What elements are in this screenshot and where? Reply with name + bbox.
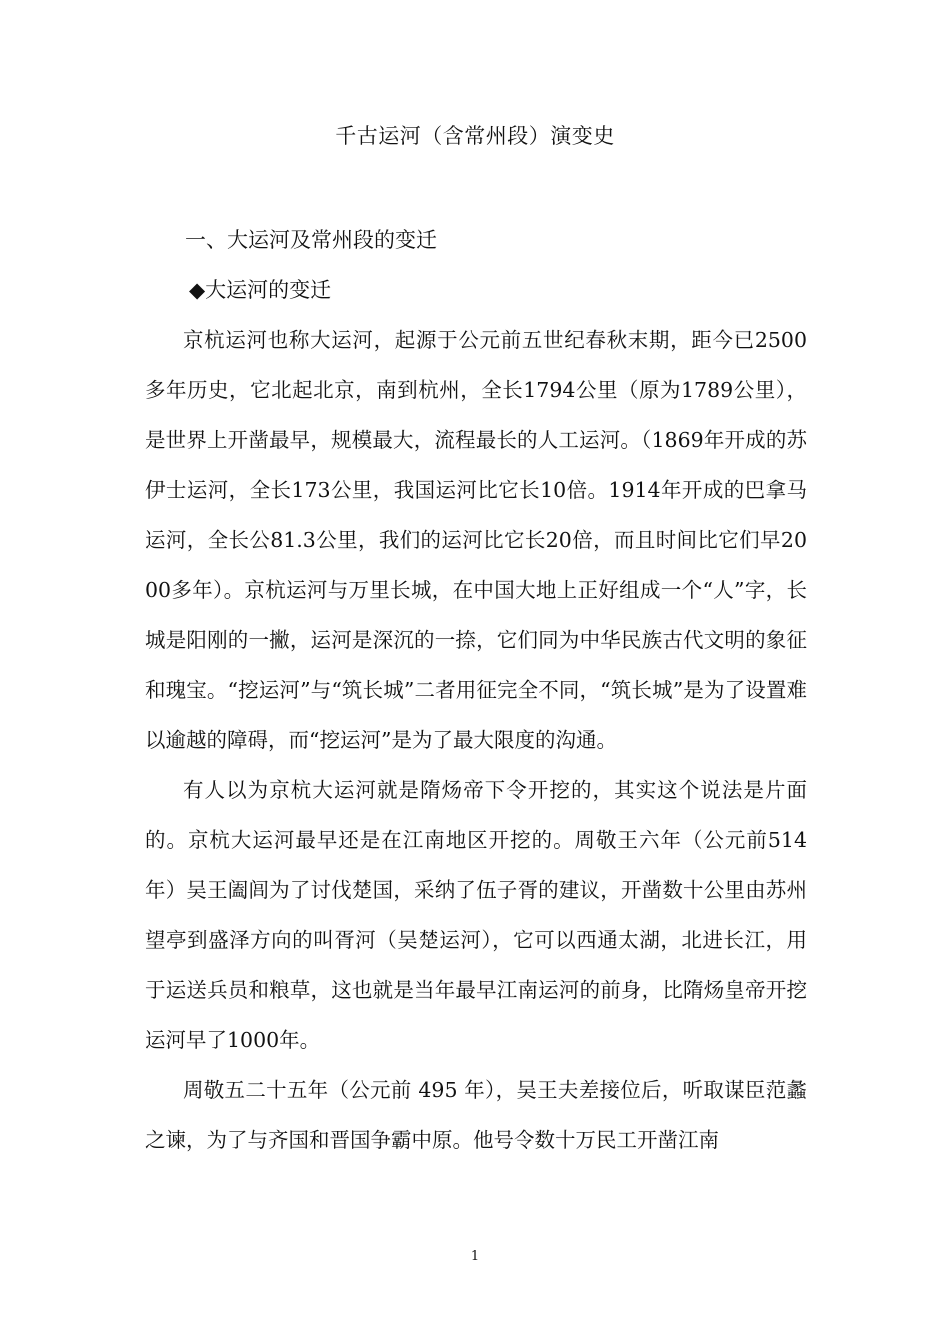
- paragraph: 有人以为京杭大运河就是隋炀帝下令开挖的，其实这个说法是片面的。京杭大运河最早还是在江南地区开挖的。周敬王六年（公元前514年）吴王阖闾为了讨伐楚国，采纳了伍子胥的建议，开凿数十公里由苏州望亭到盛泽方向的叫胥河（吴楚运河），它可以西通太湖，北进长江，用于运送兵员和粮草，这也就是当年最早江南运河的前身，比隋炀皇帝开挖运河早了1000年。: [145, 778, 807, 1052]
- document-body: [145, 215, 807, 1165]
- section-heading: 一、大运河及常州段的变迁: [185, 228, 437, 252]
- page-number: 1: [470, 1249, 480, 1264]
- document-title: 千古运河（含常州段）演变史: [335, 124, 615, 148]
- paragraph: 周敬五二十五年（公元前 495 年），吴王夫差接位后，听取谋臣范蠡之谏，为了与齐国和晋国争霸中原。他号令数十万民工开凿江南: [145, 1078, 807, 1152]
- subsection-heading: ◆大运河的变迁: [189, 278, 332, 302]
- paragraph: 京杭运河也称大运河，起源于公元前五世纪春秋末期，距今已2500多年历史，它北起北京，南到杭州，全长1794公里（原为1789公里），是世界上开凿最早，规模最大，流程最长的人工运河。（1869年开成的苏伊士运河，全长173公里，我国运河比它长10倍。1914年开成的巴拿马运河，全长公81.3公里，我们的运河比它长20倍，而且时间比它们早2000多年）。京杭运河与万里长城，在中国大地上正好组成一个“人”字，长城是阳刚的一撇，运河是深沉的一捺，它们同为中华民族古代文明的象征和瑰宝。“挖运河”与“筑长城”二者用征完全不同，“筑长城”是为了设置难以逾越的障碍，而“挖运河”是为了最大限度的沟通。: [145, 328, 807, 752]
